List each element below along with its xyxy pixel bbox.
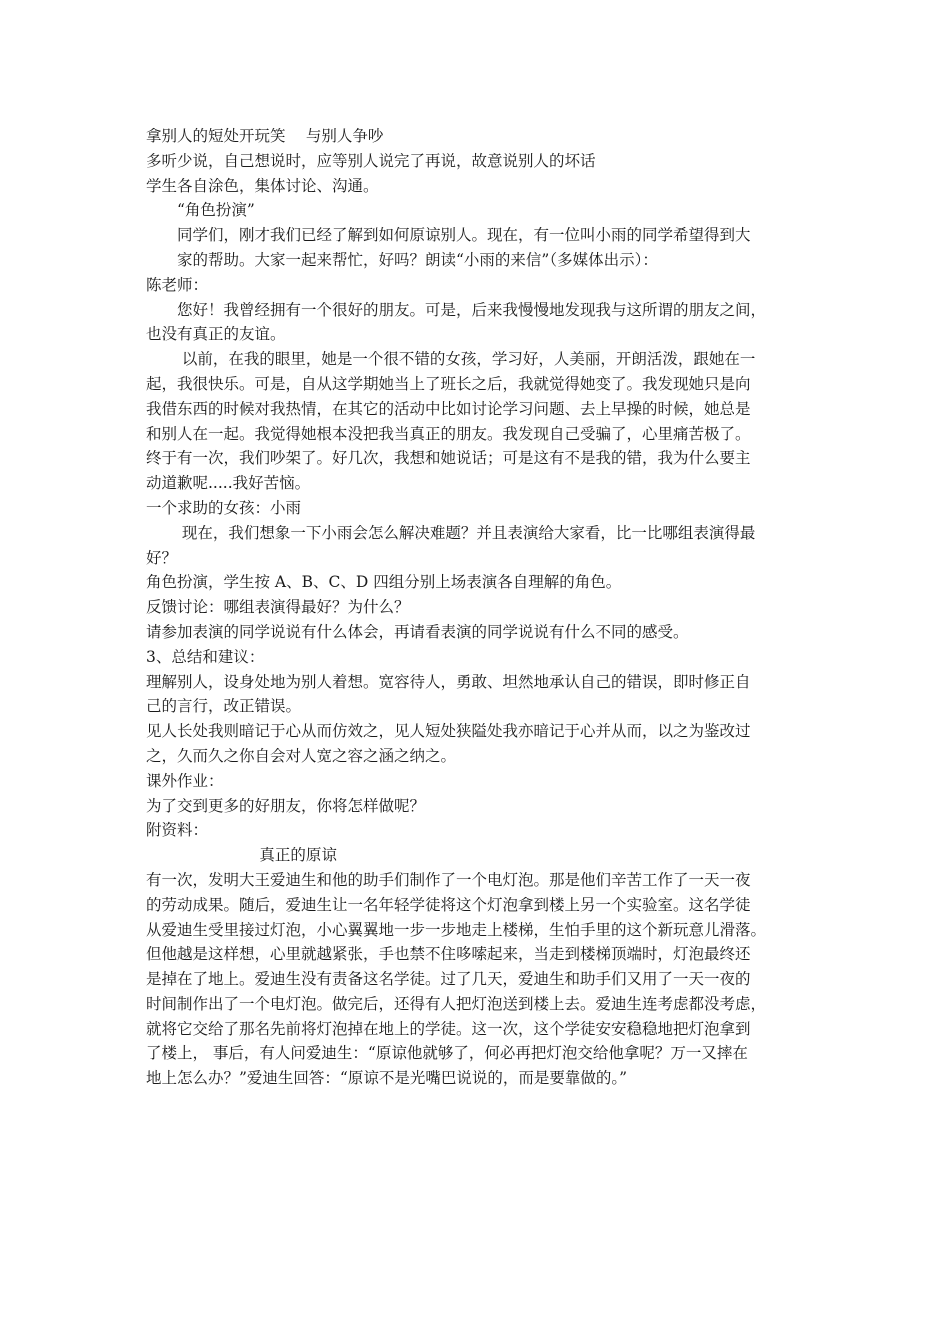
text-line: 的劳动成果。随后，爱迪生让一名年轻学徒将这个灯泡拿到楼上另一个实验室。这名学徒	[146, 895, 751, 914]
text-line: 但他越是这样想，心里就越紧张，手也禁不住哆嗦起来，当走到楼梯顶端时，灯泡最终还	[146, 945, 751, 964]
text-line: 是掉在了地上。爱迪生没有责备这名学徒。过了几天，爱迪生和助手们又用了一天一夜的	[146, 970, 751, 989]
section-title-role-play: “角色扮演”	[146, 201, 255, 220]
letter-salutation: 陈老师：	[146, 275, 209, 294]
text-line: 学生各自涂色，集体讨论、沟通。	[146, 176, 379, 195]
text-line: 有一次，发明大王爱迪生和他的助手们制作了一个电灯泡。那是他们辛苦工作了一天一夜	[146, 870, 751, 889]
text-line: 拿别人的短处开玩笑 与别人争吵	[146, 127, 384, 145]
text-line: 时间制作出了一个电灯泡。做完后，还得有人把灯泡送到楼上去。爱迪生连考虑都没考虑，	[146, 994, 767, 1013]
text-line: 和别人在一起。我觉得她根本没把我当真正的朋友。我发现自己受骗了，心里痛苦极了。	[146, 424, 751, 443]
text-line: 以前，在我的眼里，她是一个很不错的女孩，学习好，人美丽，开朗活泼，跟她在一	[146, 350, 756, 369]
text-line: 家的帮助。大家一起来帮忙，好吗？朗读“小雨的来信”（多媒体出示）：	[146, 250, 658, 269]
text-line: 同学们，刚才我们已经了解到如何原谅别人。现在，有一位叫小雨的同学希望得到大	[146, 226, 751, 245]
text-line: 起，我很快乐。可是，自从这学期她当上了班长之后，我就觉得她变了。我发现她只是向	[146, 374, 751, 393]
text-line: 就将它交给了那名先前将灯泡掉在地上的学徒。这一次，这个学徒安安稳稳地把灯泡拿到	[146, 1019, 751, 1038]
text-line: 地上怎么办？”爱迪生回答：“原谅不是光嘴巴说说的，而是要靠做的。”	[146, 1069, 628, 1088]
text-line: 好？	[146, 548, 178, 567]
text-line: 从爱迪生受里接过灯泡，小心翼翼地一步一步地走上楼梯，生怕手里的这个新玩意儿滑落。	[146, 920, 767, 939]
text-line: 角色扮演，学生按 A、B、C、D 四组分别上场表演各自理解的角色。	[146, 573, 622, 592]
story-title: 真正的原谅	[146, 846, 337, 865]
text-line: 动道歉呢.....我好苦恼。	[146, 474, 311, 493]
text-line: 了楼上， 事后，有人问爱迪生：“原谅他就够了，何必再把灯泡交给他拿呢？万一又摔在	[146, 1044, 748, 1063]
letter-signature: 一个求助的女孩：小雨	[146, 498, 302, 517]
section-heading-summary: 3、总结和建议：	[146, 647, 265, 666]
text-line: 之，久而久之你自会对人宽之容之涵之纳之。	[146, 746, 457, 765]
text-line: 请参加表演的同学说说有什么体会，再请看表演的同学说说有什么不同的感受。	[146, 622, 689, 641]
section-heading-homework: 课外作业：	[146, 771, 224, 790]
text-line: 见人长处我则暗记于心从而仿效之，见人短处狭隘处我亦暗记于心并从而，以之为鉴改过	[146, 722, 751, 741]
text-line: 我借东西的时候对我热情，在其它的活动中比如讨论学习问题、去上早操的时候，她总是	[146, 399, 751, 418]
text-line: 己的言行，改正错误。	[146, 697, 302, 716]
text-line: 反馈讨论：哪组表演得最好？为什么？	[146, 598, 410, 617]
text-line: 理解别人，设身处地为别人着想。宽容待人，勇敢、坦然地承认自己的错误，即时修正自	[146, 672, 751, 691]
document-body	[146, 124, 826, 1091]
section-heading-appendix: 附资料：	[146, 821, 209, 840]
text-line: 为了交到更多的好朋友，你将怎样做呢？	[146, 796, 426, 815]
text-line: 多听少说，自己想说时，应等别人说完了再说，故意说别人的坏话	[146, 151, 596, 170]
text-line: 也没有真正的友谊。	[146, 325, 286, 344]
text-line: 现在，我们想象一下小雨会怎么解决难题？并且表演给大家看，比一比哪组表演得最	[146, 523, 756, 542]
text-line: 您好！我曾经拥有一个很好的朋友。可是，后来我慢慢地发现我与这所谓的朋友之间，	[146, 300, 767, 319]
text-line: 终于有一次，我们吵架了。好几次，我想和她说话；可是这有不是我的错，我为什么要主	[146, 449, 751, 468]
